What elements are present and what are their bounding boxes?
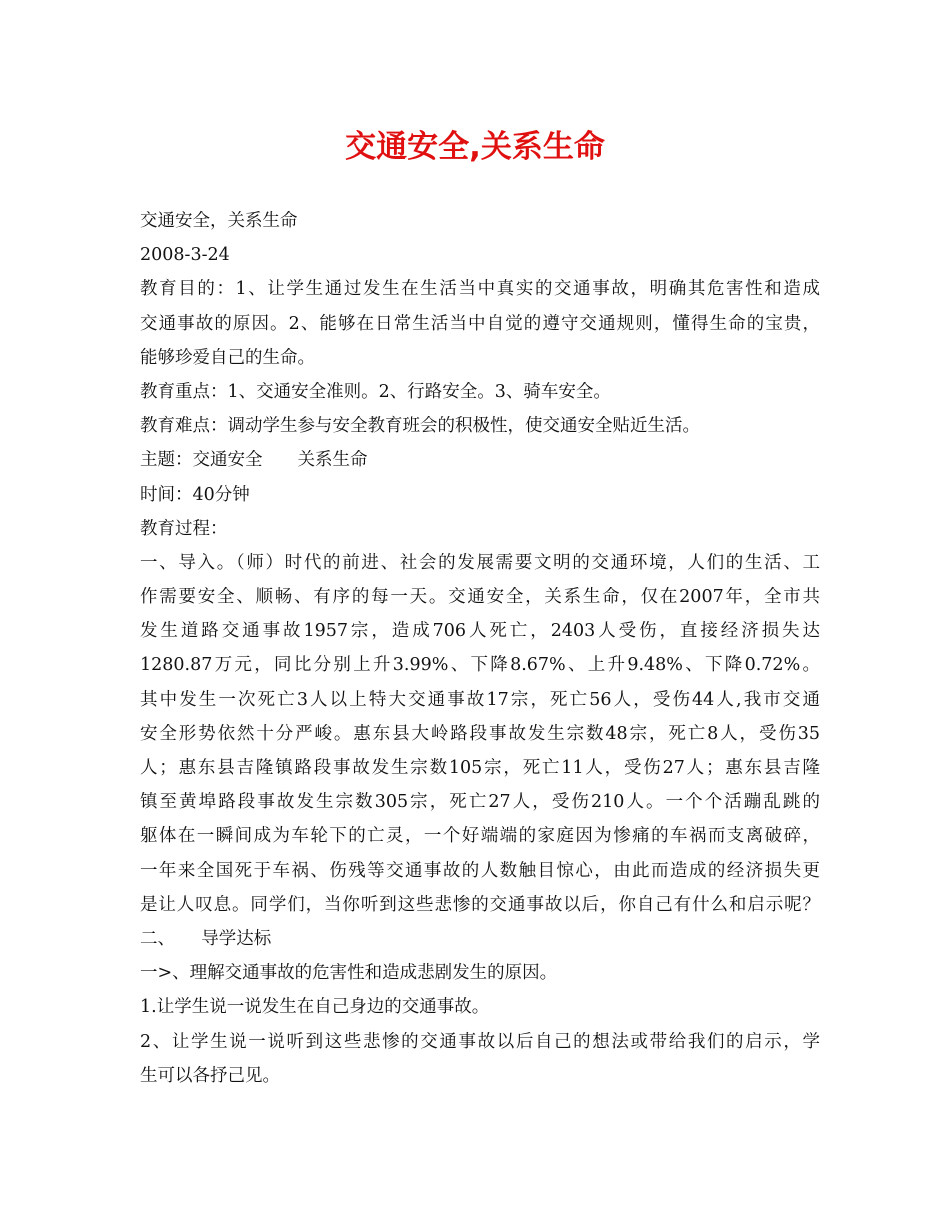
date-line: 2008-3-24 bbox=[140, 245, 230, 266]
paragraph-line: 一、导入。（师）时代的前进、社会的发展需要文明的交通环境，人们的生活、工 bbox=[140, 552, 820, 573]
paragraph-line: 一年来全国死于车祸、伤残等交通事故的人数触目惊心，由此而造成的经济损失更 bbox=[140, 860, 820, 881]
section-heading: 二、 导学达标 bbox=[140, 928, 272, 949]
paragraph-line: 时间：40分钟 bbox=[140, 484, 250, 505]
paragraph-line: 生可以各抒己见。 bbox=[140, 1065, 280, 1086]
document-body bbox=[140, 204, 820, 1093]
subtitle-line: 交通安全，关系生命 bbox=[140, 211, 298, 231]
subsection-heading: 一>、理解交通事故的危害性和造成悲剧发生的原因。 bbox=[140, 963, 558, 984]
paragraph-line: 作需要安全、顺畅、有序的每一天。交通安全，关系生命，仅在2007年，全市共 bbox=[140, 587, 820, 608]
paragraph-line: 教育重点：1、交通安全准则。2、行路安全。3、骑车安全。 bbox=[140, 381, 611, 402]
paragraph-line: 1.让学生说一说发生在自己身边的交通事故。 bbox=[140, 997, 490, 1018]
paragraph-line: 发生道路交通事故1957宗，造成706人死亡，2403人受伤，直接经济损失达 bbox=[140, 621, 820, 642]
paragraph-line: 1280.87万元，同比分别上升3.99%、下降8.67%、上升9.48%、下降0.72%。 bbox=[140, 655, 820, 676]
paragraph-line: 其中发生一次死亡3人以上特大交通事故17宗，死亡56人，受伤44人,我市交通 bbox=[140, 689, 820, 710]
paragraph-line: 教育难点：调动学生参与安全教育班会的积极性，使交通安全贴近生活。 bbox=[140, 416, 700, 437]
paragraph-line: 主题：交通安全 关系生命 bbox=[140, 450, 368, 471]
paragraph-line: 2、让学生说一说听到这些悲惨的交通事故以后自己的想法或带给我们的启示，学 bbox=[140, 1031, 820, 1052]
paragraph-line: 是让人叹息。同学们，当你听到这些悲惨的交通事故以后，你自己有什么和启示呢？ bbox=[140, 894, 820, 915]
document-title: 交通安全,关系生命 bbox=[345, 129, 605, 165]
paragraph-line: 躯体在一瞬间成为车轮下的亡灵，一个好端端的家庭因为惨痛的车祸而支离破碎， bbox=[140, 826, 820, 847]
paragraph-line: 人；惠东县吉隆镇路段事故发生宗数105宗，死亡11人，受伤27人；惠东县吉隆 bbox=[140, 758, 820, 778]
paragraph-line: 交通事故的原因。2、能够在日常生活当中自觉的遵守交通规则，懂得生命的宝贵， bbox=[140, 313, 820, 334]
paragraph-line: 能够珍爱自己的生命。 bbox=[140, 347, 315, 368]
paragraph-line: 教育目的：1、让学生通过发生在生活当中真实的交通事故，明确其危害性和造成 bbox=[140, 279, 820, 300]
paragraph-line: 镇至黄埠路段事故发生宗数305宗，死亡27人，受伤210人。一个个活蹦乱跳的 bbox=[140, 792, 820, 813]
paragraph-line: 教育过程： bbox=[140, 518, 228, 539]
paragraph-line: 安全形势依然十分严峻。惠东县大岭路段事故发生宗数48宗，死亡8人，受伤35 bbox=[140, 723, 820, 744]
